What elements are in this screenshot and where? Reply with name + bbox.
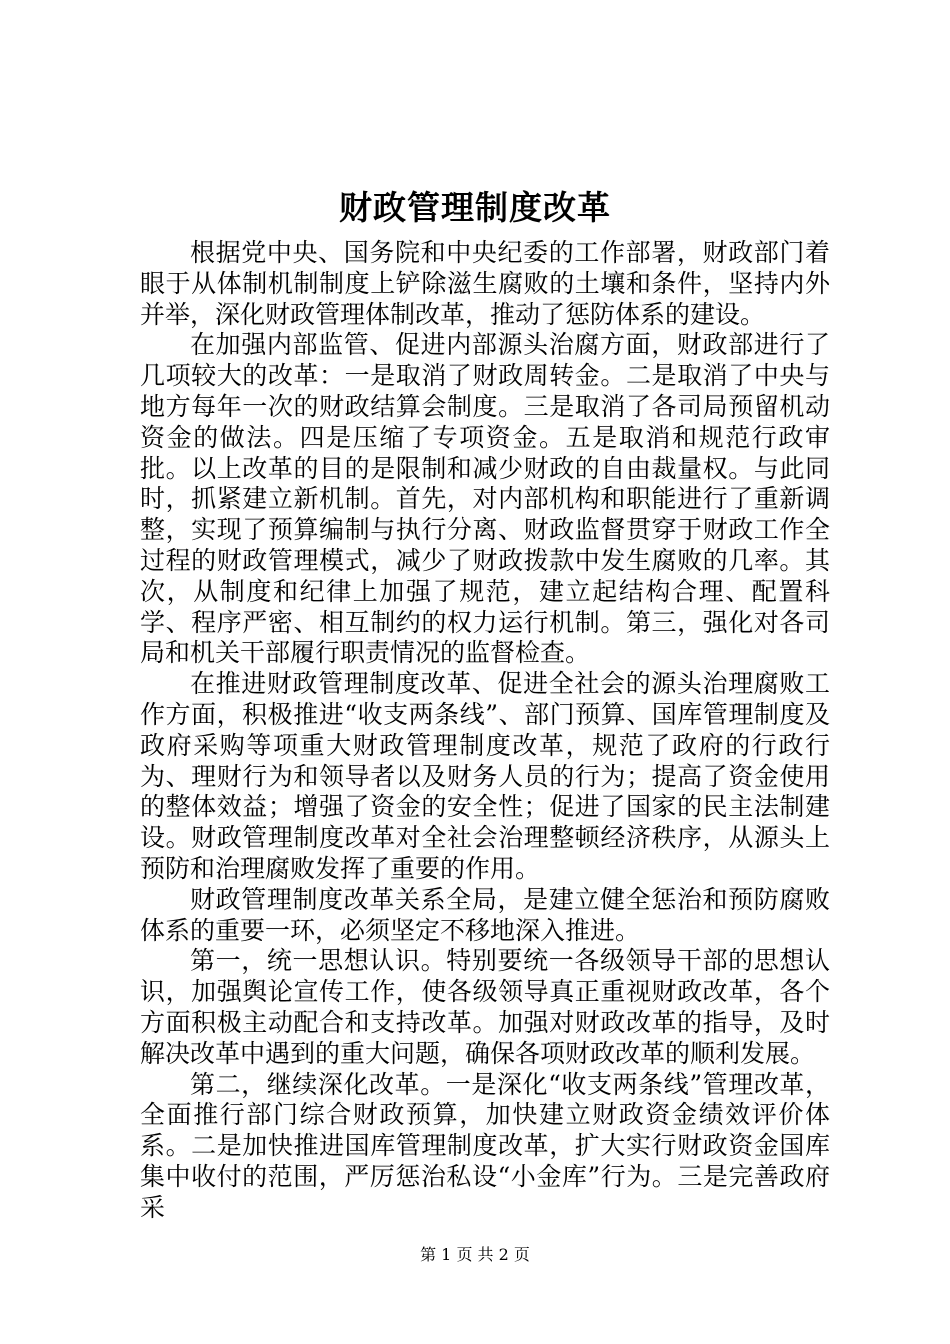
paragraph-3: 在推进财政管理制度改革、促进全社会的源头治理腐败工作方面，积极推进“收支两条线”、部门预算、国库管理制度及政府采购等项重大财政管理制度改革，规范了政府的行政行为、理财行为和领导者以及财务人员的行为；提高了资金使用的整体效益；增强了资金的安全性；促进了国家的民主法制建设。财政管理制度改革对全社会治理整顿经济秩序，从源头上预防和治理腐败发挥了重要的作用。 xyxy=(140,669,830,883)
paragraph-4: 财政管理制度改革关系全局，是建立健全惩治和预防腐败体系的重要一环，必须坚定不移地深入推进。 xyxy=(140,884,830,945)
paragraph-2: 在加强内部监管、促进内部源头治腐方面，财政部进行了几项较大的改革：一是取消了财政周转金。二是取消了中央与地方每年一次的财政结算会制度。三是取消了各司局预留机动资金的做法。四是压缩了专项资金。五是取消和规范行政审批。以上改革的目的是限制和减少财政的自由裁量权。与此同时，抓紧建立新机制。首先，对内部机构和职能进行了重新调整，实现了预算编制与执行分离、财政监督贯穿于财政工作全过程的财政管理模式，减少了财政拨款中发生腐败的几率。其次，从制度和纪律上加强了规范，建立起结构合理、配置科学、程序严密、相互制约的权力运行机制。第三，强化对各司局和机关干部履行职责情况的监督检查。 xyxy=(140,330,830,668)
paragraph-1: 根据党中央、国务院和中央纪委的工作部署，财政部门着眼于从体制机制制度上铲除滋生腐败的土壤和条件，坚持内外并举，深化财政管理体制改革，推动了惩防体系的建设。 xyxy=(140,238,830,329)
document-title: 财政管理制度改革 xyxy=(339,188,611,227)
page-number-footer: 第 1 页 共 2 页 xyxy=(420,1245,530,1264)
paragraph-6: 第二，继续深化改革。一是深化“收支两条线”管理改革，全面推行部门综合财政预算，加快建立财政资金绩效评价体系。二是加快推进国库管理制度改革，扩大实行财政资金国库集中收付的范围，严厉惩治私设“小金库”行为。三是完善政府采 xyxy=(140,1069,830,1222)
document-body xyxy=(140,238,830,1224)
paragraph-5: 第一，统一思想认识。特别要统一各级领导干部的思想认识，加强舆论宣传工作，使各级领导真正重视财政改革，各个方面积极主动配合和支持改革。加强对财政改革的指导，及时解决改革中遇到的重大问题，确保各项财政改革的顺利发展。 xyxy=(140,946,830,1068)
